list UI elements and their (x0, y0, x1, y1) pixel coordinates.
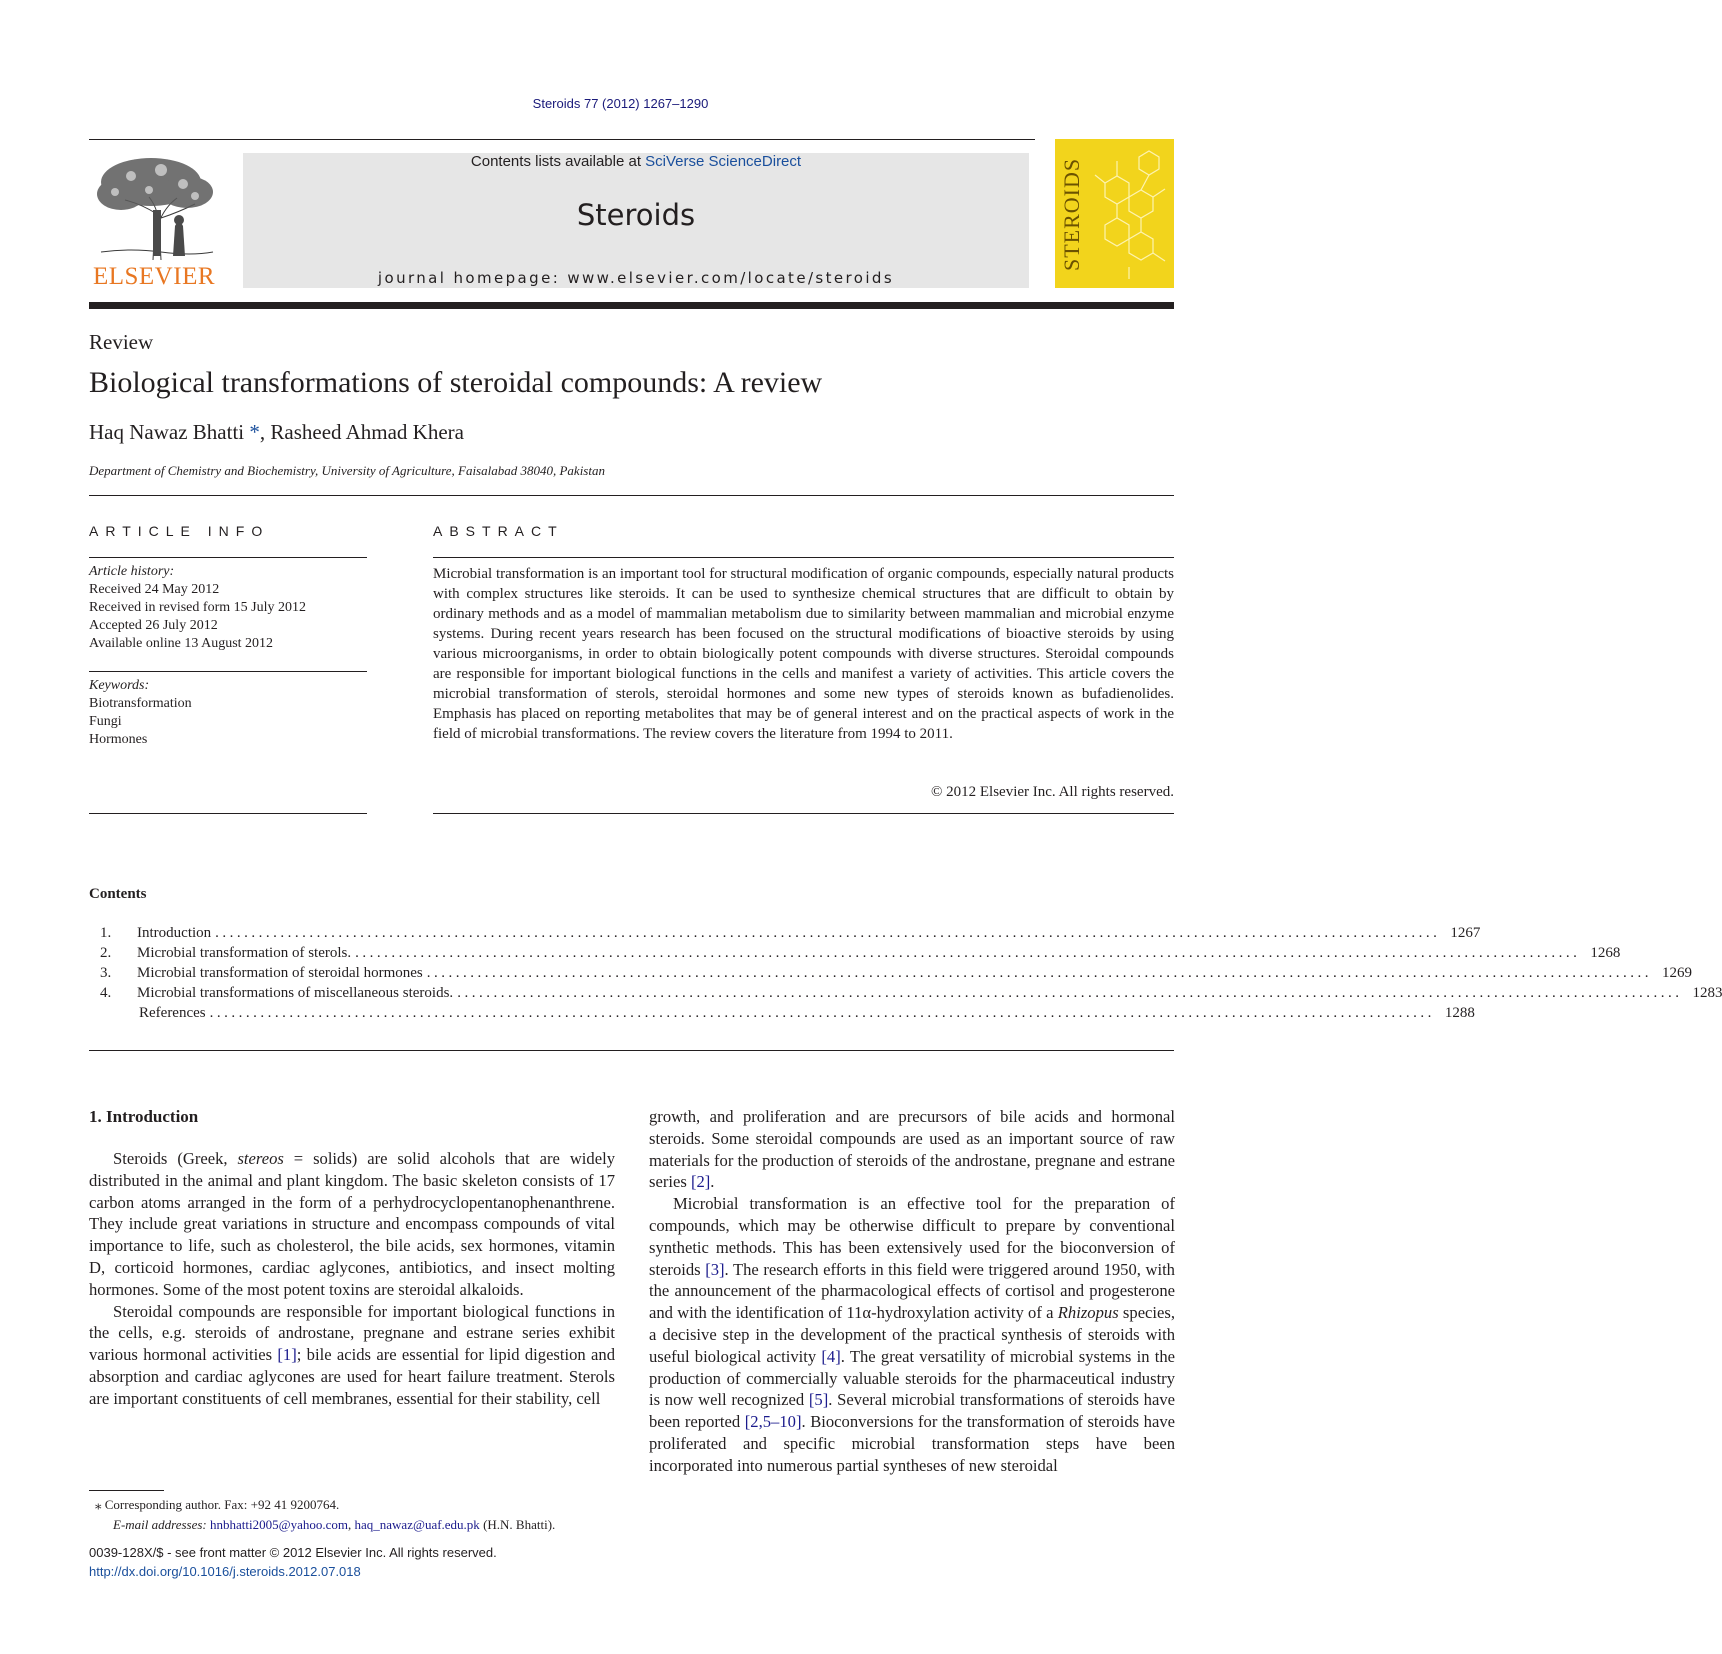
toc-page: 1288 (1444, 1005, 1475, 1021)
corresponding-author-mark[interactable]: * (249, 420, 260, 444)
text-run: species, a decisive step in the development of the practical synthesis of steroids with useful biological activity (649, 1303, 1176, 1366)
article-info-rule (89, 813, 367, 814)
sciencedirect-link[interactable]: SciVerse ScienceDirect (645, 153, 802, 170)
toc-page: 1283 (1692, 985, 1722, 1001)
text-run: . Bioconversions for the transformation of steroids have proliferated and specific microbial transformation steps have been incorporated into numerous partial syntheses of new steroidal (649, 1412, 1176, 1475)
header-rule (89, 139, 1035, 140)
table-of-contents (100, 925, 1722, 1025)
contents-availability (243, 153, 1029, 170)
reference-link[interactable]: [4] (821, 1346, 841, 1366)
article-history (89, 563, 367, 653)
reference-link[interactable]: [2] (690, 1172, 711, 1192)
email-suffix: (H.N. Bhatti). (479, 1517, 556, 1532)
toc-number: 4. (100, 985, 112, 1001)
journal-citation[interactable]: Steroids 77 (2012) 1267–1290 (532, 96, 709, 111)
elsevier-wordmark: ELSEVIER (92, 263, 216, 290)
toc-entry[interactable] (100, 965, 1693, 985)
text-run: . The great versatility of microbial systems in the production of commercially valuable steroids for the pharmaceutical industry is now well recognized (649, 1346, 1176, 1410)
text-run: . Several microbial transformations of steroids have been reported (649, 1390, 1175, 1432)
body-column-left (89, 1148, 615, 1410)
email-separator: , (348, 1517, 355, 1532)
toc-entry[interactable] (100, 985, 1722, 1005)
reference-link[interactable]: [1] (277, 1345, 297, 1365)
section-heading-introduction: 1. Introduction (89, 1107, 199, 1126)
article-info-heading: ARTICLE INFO (89, 523, 270, 539)
toc-number: 3. (100, 965, 112, 981)
molecule-structure-icon (1085, 143, 1171, 285)
toc-entry[interactable] (100, 1005, 1475, 1025)
elsevier-tree-icon (91, 152, 217, 260)
text-run: stereos (237, 1149, 284, 1168)
contents-heading: Contents (89, 886, 147, 902)
toc-title[interactable]: Microbial transformation of sterols. (137, 945, 352, 961)
text-run: Steroids (Greek, (113, 1149, 238, 1168)
keyword[interactable]: Fungi (89, 714, 122, 729)
journal-cover-thumbnail[interactable] (1055, 139, 1174, 288)
history-item: Received 24 May 2012 (89, 582, 220, 597)
corresponding-author-footnote (89, 1495, 615, 1515)
toc-leader: ......................................................................................................................................................................... (215, 925, 1441, 941)
history-item: Accepted 26 July 2012 (89, 618, 218, 633)
email-footnote (89, 1515, 615, 1535)
footnote-rule (89, 1490, 164, 1491)
text-run: . The research efforts in this field were triggered around 1950, with the announcement of the pharmacological effects of cortisol and progesterone and with the identification of 11α-hydroxylation activity of a (649, 1259, 1175, 1323)
text-run: growth, and proliferation and are precursors of bile acids and hormonal steroids. Some steroidal compounds are used as an important source of raw materials for the production of steroids of the androstane, pregnane and estrane series (649, 1107, 1175, 1192)
author-name[interactable]: Haq Nawaz Bhatti (89, 420, 245, 444)
history-item: Received in revised form 15 July 2012 (89, 600, 306, 615)
history-label: Article history: (89, 564, 175, 579)
toc-number: 2. (100, 945, 112, 961)
journal-name: Steroids (576, 198, 696, 232)
text-run: ; bile acids are essential for lipid digestion and absorption and cardiac aglycones are used for heart failure treatment. Sterols are important constituents of cell membranes, essential for their stability, cell (89, 1345, 615, 1408)
reference-link[interactable]: [3] (705, 1259, 725, 1279)
paragraph (649, 1106, 1175, 1193)
email-link[interactable]: haq_nawaz@uaf.edu.pk (354, 1517, 480, 1532)
paragraph (89, 1301, 615, 1410)
abstract-rule (433, 557, 1174, 558)
footnote-text: Corresponding author. Fax: +92 41 9200764. (101, 1497, 340, 1512)
reference-link[interactable]: [5] (808, 1390, 829, 1410)
issn-line: 0039-128X/$ - see front matter © 2012 Elsevier Inc. All rights reserved. (89, 1545, 497, 1560)
abstract-copyright: © 2012 Elsevier Inc. All rights reserved. (930, 784, 1174, 800)
keywords-list (89, 677, 367, 749)
email-label: E-mail addresses: (113, 1517, 211, 1532)
text-run: = solids) are solid alcohols that are widely distributed in the animal and plant kingdom. The basic skeleton consists of 17 carbon atoms arranged in the form of a perhydrocyclopentanophenanthrene. They include great variations in structure and encompass compounds of vital importance to life, such as cholesterol, the bile acids, sex hormones, vitamin D, corticoid hormones, cardiac aglycones, antibiotics, and insect molting hormones. Some of the most potent toxins are steroidal alkaloids. (89, 1149, 615, 1299)
article-info-rule (89, 671, 367, 672)
toc-entry[interactable] (100, 945, 1621, 965)
abstract-heading: ABSTRACT (433, 523, 564, 539)
keywords-label: Keywords: (89, 678, 150, 693)
abstract-rule (433, 813, 1174, 814)
toc-title[interactable]: References (139, 1005, 206, 1021)
header-thick-rule (89, 302, 1174, 309)
elsevier-logo[interactable] (89, 150, 219, 290)
toc-leader: ......................................................................................................................................................................... (426, 965, 1653, 981)
toc-leader: ......................................................................................................................................................................... (355, 945, 1581, 961)
article-info-rule (89, 557, 367, 558)
abstract-text: Microbial transformation is an important tool for structural modification of organic compounds, especially natural products with complex structures like steroids. It can be used to synthesize chemical structures that are difficult to obtain by ordinary methods and as a model of mammalian metabolism due to similarity between mammalian and microbial enzyme systems. During recent years research has been focused on the structural modifications of bioactive steroids by using various microorganisms, in order to obtain biologically potent compounds with diverse structures. Steroidal compounds are responsible for important biological functions in the cells and manifest a variety of activities. This article covers the microbial transformation of sterols, steroidal hormones and some new types of steroids known as bufadienolides. Emphasis has placed on reporting metabolites that may be of general interest and on the practical aspects of work in the field of microbial transformations. The review covers the literature from 1994 to 2011. (433, 566, 1174, 742)
text-run: Steroidal compounds are responsible for important biological functions in the cells, e.g. steroids of androstane, pregnane and estrane series exhibit various hormonal activities (89, 1301, 615, 1365)
body-column-right (649, 1106, 1175, 1477)
toc-page: 1269 (1662, 965, 1693, 981)
author-list (89, 420, 464, 445)
text-run: . (710, 1172, 715, 1192)
text-run: Rhizopus (1057, 1303, 1119, 1323)
email-link[interactable]: hnbhatti2005@yahoo.com (210, 1517, 348, 1532)
keyword[interactable]: Hormones (89, 732, 148, 747)
footnote-mark: ⁎ (95, 1497, 102, 1512)
contents-prefix: Contents lists available at (470, 153, 646, 170)
toc-page: 1267 (1450, 925, 1481, 941)
paragraph (89, 1148, 615, 1301)
paragraph (649, 1193, 1175, 1476)
issn-block (89, 1543, 497, 1581)
toc-title[interactable]: Introduction (137, 925, 212, 941)
toc-entry[interactable] (100, 925, 1481, 945)
toc-number: 1. (100, 925, 112, 941)
journal-homepage[interactable]: journal homepage: www.elsevier.com/locate/steroids (377, 269, 895, 287)
author-name[interactable]: , Rasheed Ahmad Khera (259, 420, 464, 444)
history-item: Available online 13 August 2012 (89, 636, 274, 651)
reference-link[interactable]: [2,5–10] (744, 1412, 802, 1432)
section-rule (89, 495, 1174, 496)
section-rule (89, 1050, 1174, 1051)
article-title: Biological transformations of steroidal compounds: A review (89, 366, 823, 399)
article-type: Review (89, 330, 154, 354)
journal-banner (243, 153, 1029, 288)
keyword[interactable]: Biotransformation (89, 696, 192, 711)
toc-leader: ......................................................................................................................................................................... (209, 1005, 1435, 1021)
cover-title: STEROIDS (1059, 157, 1084, 271)
toc-title[interactable]: Microbial transformation of steroidal hormones (137, 965, 423, 981)
toc-page: 1268 (1590, 945, 1621, 961)
text-run: Microbial transformation is an effective tool for the preparation of compounds, which may be otherwise difficult to prepare by conventional synthetic methods. This has been extensively used for the bioconversion of steroids (649, 1194, 1175, 1279)
affiliation: Department of Chemistry and Biochemistry, University of Agriculture, Faisalabad 38040, Pakistan (89, 463, 605, 478)
toc-leader: ......................................................................................................................................................................... (457, 985, 1683, 1001)
toc-title[interactable]: Microbial transformations of miscellaneous steroids. (137, 985, 454, 1001)
doi-link[interactable]: http://dx.doi.org/10.1016/j.steroids.2012.07.018 (89, 1564, 361, 1579)
